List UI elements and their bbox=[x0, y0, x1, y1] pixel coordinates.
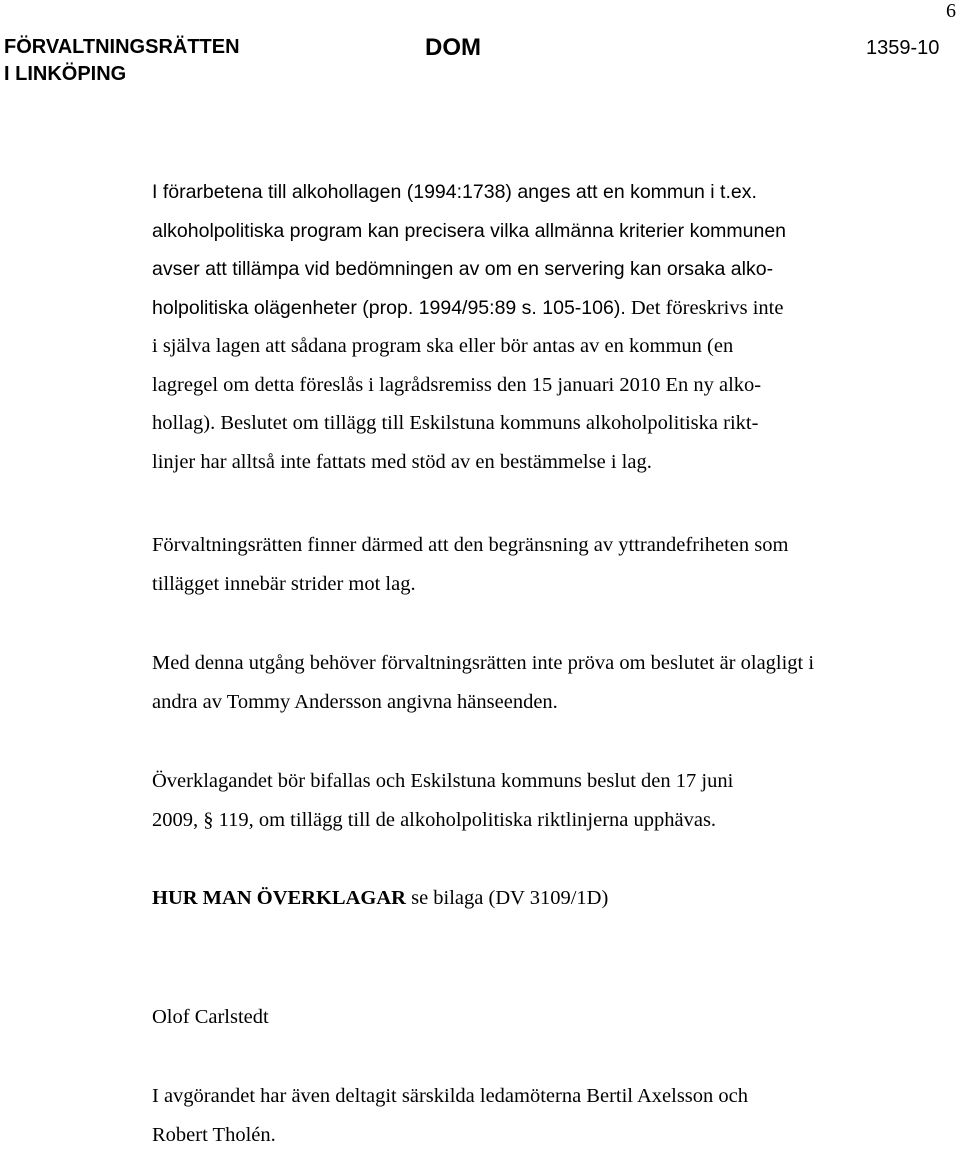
paragraph-text: Med denna utgång behöver förvaltningsrätten inte pröva om beslutet är olagligt i andra av Tommy Andersson angivna hänseenden. bbox=[152, 644, 822, 721]
paragraph-legislative-history bbox=[152, 173, 842, 481]
text-line: Robert Tholén. bbox=[152, 1116, 842, 1154]
text-line: alkoholpolitiska program kan precisera vilka allmänna kriterier kommunen bbox=[152, 212, 842, 251]
court-name bbox=[4, 34, 240, 88]
paragraph-conclusion bbox=[152, 526, 832, 603]
text-line: linjer har alltså inte fattats med stöd av en bestämmelse i lag. bbox=[152, 443, 842, 482]
paragraph-no-further-review bbox=[152, 644, 822, 721]
text-line: 2009, § 119, om tillägg till de alkoholpolitiska riktlinjerna upphävas. bbox=[152, 801, 842, 840]
text-line: i själva lagen att sådana program ska eller bör antas av en kommun (en bbox=[152, 327, 842, 366]
text-line: hollag). Beslutet om tillägg till Eskilstuna kommuns alkoholpolitiska rikt- bbox=[152, 404, 842, 443]
text-line bbox=[152, 289, 842, 328]
text-line: I förarbetena till alkohollagen (1994:1738) anges att en kommun i t.ex. bbox=[152, 173, 842, 212]
court-name-line1: FÖRVALTNINGSRÄTTEN bbox=[4, 34, 240, 61]
paragraph-lay-judges bbox=[152, 1077, 842, 1154]
document-type: DOM bbox=[425, 33, 481, 63]
case-number: 1359-10 bbox=[866, 35, 939, 62]
appeal-heading: HUR MAN ÖVERKLAGAR bbox=[152, 887, 406, 909]
text-segment: Det föreskrivs inte bbox=[626, 297, 784, 319]
appeal-reference: se bilaga (DV 3109/1D) bbox=[406, 887, 608, 909]
paragraph-text: Förvaltningsrätten finner därmed att den begränsning av yttrandefriheten som tillägget innebär strider mot lag. bbox=[152, 526, 832, 603]
court-name-line2: I LINKÖPING bbox=[4, 61, 240, 88]
appeal-instructions bbox=[152, 879, 842, 918]
text-segment: holpolitiska olägenheter (prop. 1994/95:89 s. 105-106). bbox=[152, 297, 626, 319]
signature-text: Olof Carlstedt bbox=[152, 998, 842, 1037]
appeal-line bbox=[152, 879, 842, 918]
text-line: avser att tillämpa vid bedömningen av om en servering kan orsaka alko- bbox=[152, 250, 842, 289]
signature-name bbox=[152, 998, 842, 1037]
text-line: I avgörandet har även deltagit särskilda ledamöterna Bertil Axelsson och bbox=[152, 1077, 842, 1116]
text-line: lagregel om detta föreslås i lagrådsremiss den 15 januari 2010 En ny alko- bbox=[152, 366, 842, 405]
text-line: Överklagandet bör bifallas och Eskilstuna kommuns beslut den 17 juni bbox=[152, 762, 842, 801]
paragraph-ruling bbox=[152, 762, 842, 839]
page-number: 6 bbox=[946, 0, 956, 22]
